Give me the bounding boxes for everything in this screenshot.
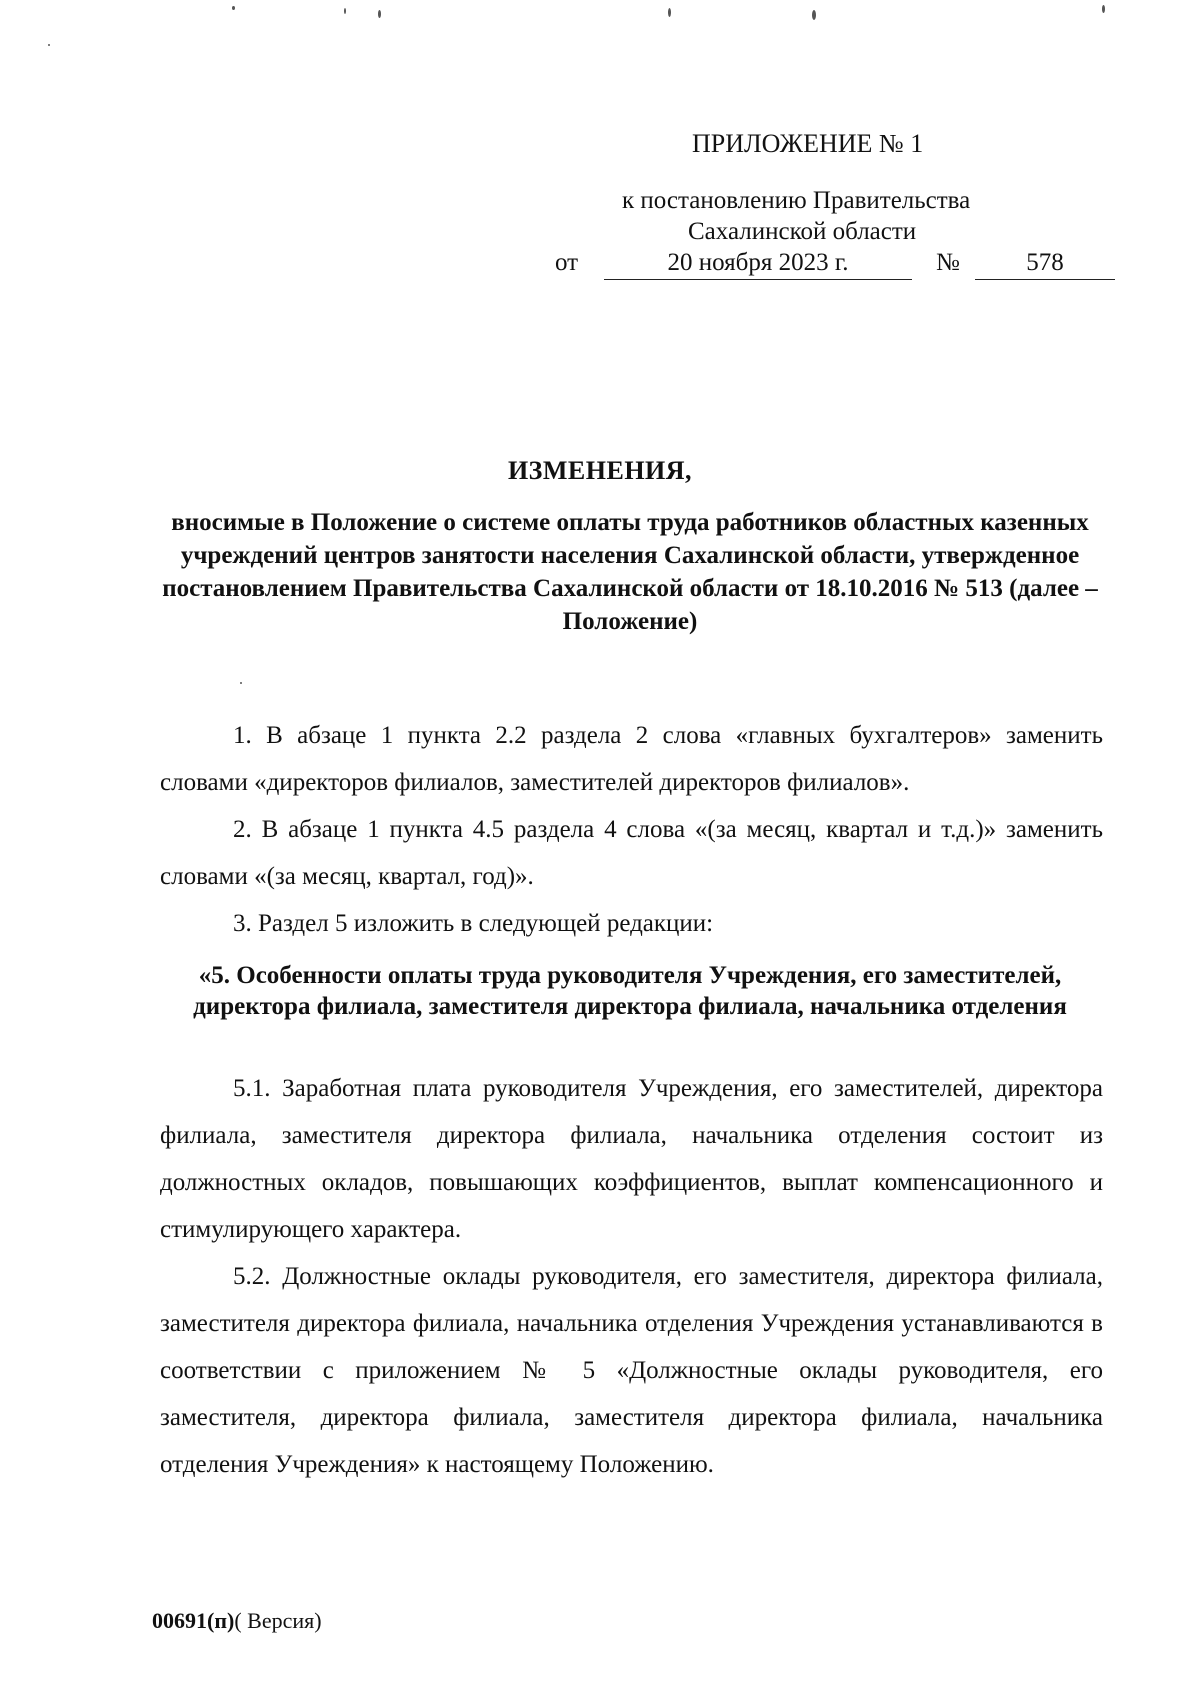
- from-label: от: [555, 249, 579, 276]
- section-title: «5. Особенности оплаты труда руководителя Учреждения, его заместителей, директора филиала, заместителя директора филиала, начальника отделения: [193, 962, 1067, 1020]
- items-block: [160, 712, 1103, 947]
- appendix-region: Сахалинской области: [688, 218, 917, 245]
- item-paragraph: 3. Раздел 5 изложить в следующей редакции:: [233, 910, 714, 937]
- resolution-date: 20 ноября 2023 г.: [604, 247, 912, 280]
- scan-speck: [232, 6, 235, 10]
- section-paragraph: 5.1. Заработная плата руководителя Учреждения, его заместителей, директора филиала, заместителя директора филиала, начальника отделения состоит из должностных окладов, повышающих коэффициентов, выплат компенсационного и стимулирующего характера.: [160, 1075, 1103, 1243]
- scan-speck: [344, 8, 346, 14]
- document-heading: ИЗМЕНЕНИЯ,: [507, 456, 693, 485]
- document-code: 00691(п): [152, 1608, 235, 1633]
- footer-code: [152, 1608, 322, 1634]
- appendix-date-row: [555, 247, 1115, 283]
- document-subheading: вносимые в Положение о системе оплаты труда работников областных казенных учреждений центров занятости населения Сахалинской области, утвержденное постановлением Правительства Сахалинской области от 18.10.2016 № 513 (далее – Положение): [162, 509, 1098, 635]
- document-version: ( Версия): [234, 1608, 322, 1633]
- scan-speck: [240, 682, 242, 684]
- appendix-title: ПРИЛОЖЕНИЕ № 1: [692, 129, 924, 158]
- resolution-number: 578: [975, 247, 1115, 280]
- scan-speck: [48, 44, 50, 46]
- appendix-resolution-line: к постановлению Правительства: [622, 187, 971, 214]
- section-paragraph: 5.2. Должностные оклады руководителя, его заместителя, директора филиала, заместителя директора филиала, начальника отделения Учреждения устанавливаются в соответствии с приложением № 5 «Должностные оклады руководителя, его заместителя, директора филиала, заместителя директора филиала, начальника отделения Учреждения» к настоящему Положению.: [160, 1263, 1103, 1478]
- scan-speck: [1102, 5, 1105, 13]
- item-paragraph: 1. В абзаце 1 пункта 2.2 раздела 2 слова «главных бухгалтеров» заменить словами «директоров филиалов, заместителей директоров филиалов».: [160, 722, 1103, 796]
- item-paragraph: 2. В абзаце 1 пункта 4.5 раздела 4 слова «(за месяц, квартал и т.д.)» заменить словами «(за месяц, квартал, год)».: [160, 816, 1103, 890]
- section-body: [160, 1065, 1103, 1488]
- scan-speck: [812, 10, 816, 20]
- number-label: №: [936, 249, 960, 276]
- scan-speck: [378, 10, 381, 18]
- scan-speck: [668, 8, 671, 17]
